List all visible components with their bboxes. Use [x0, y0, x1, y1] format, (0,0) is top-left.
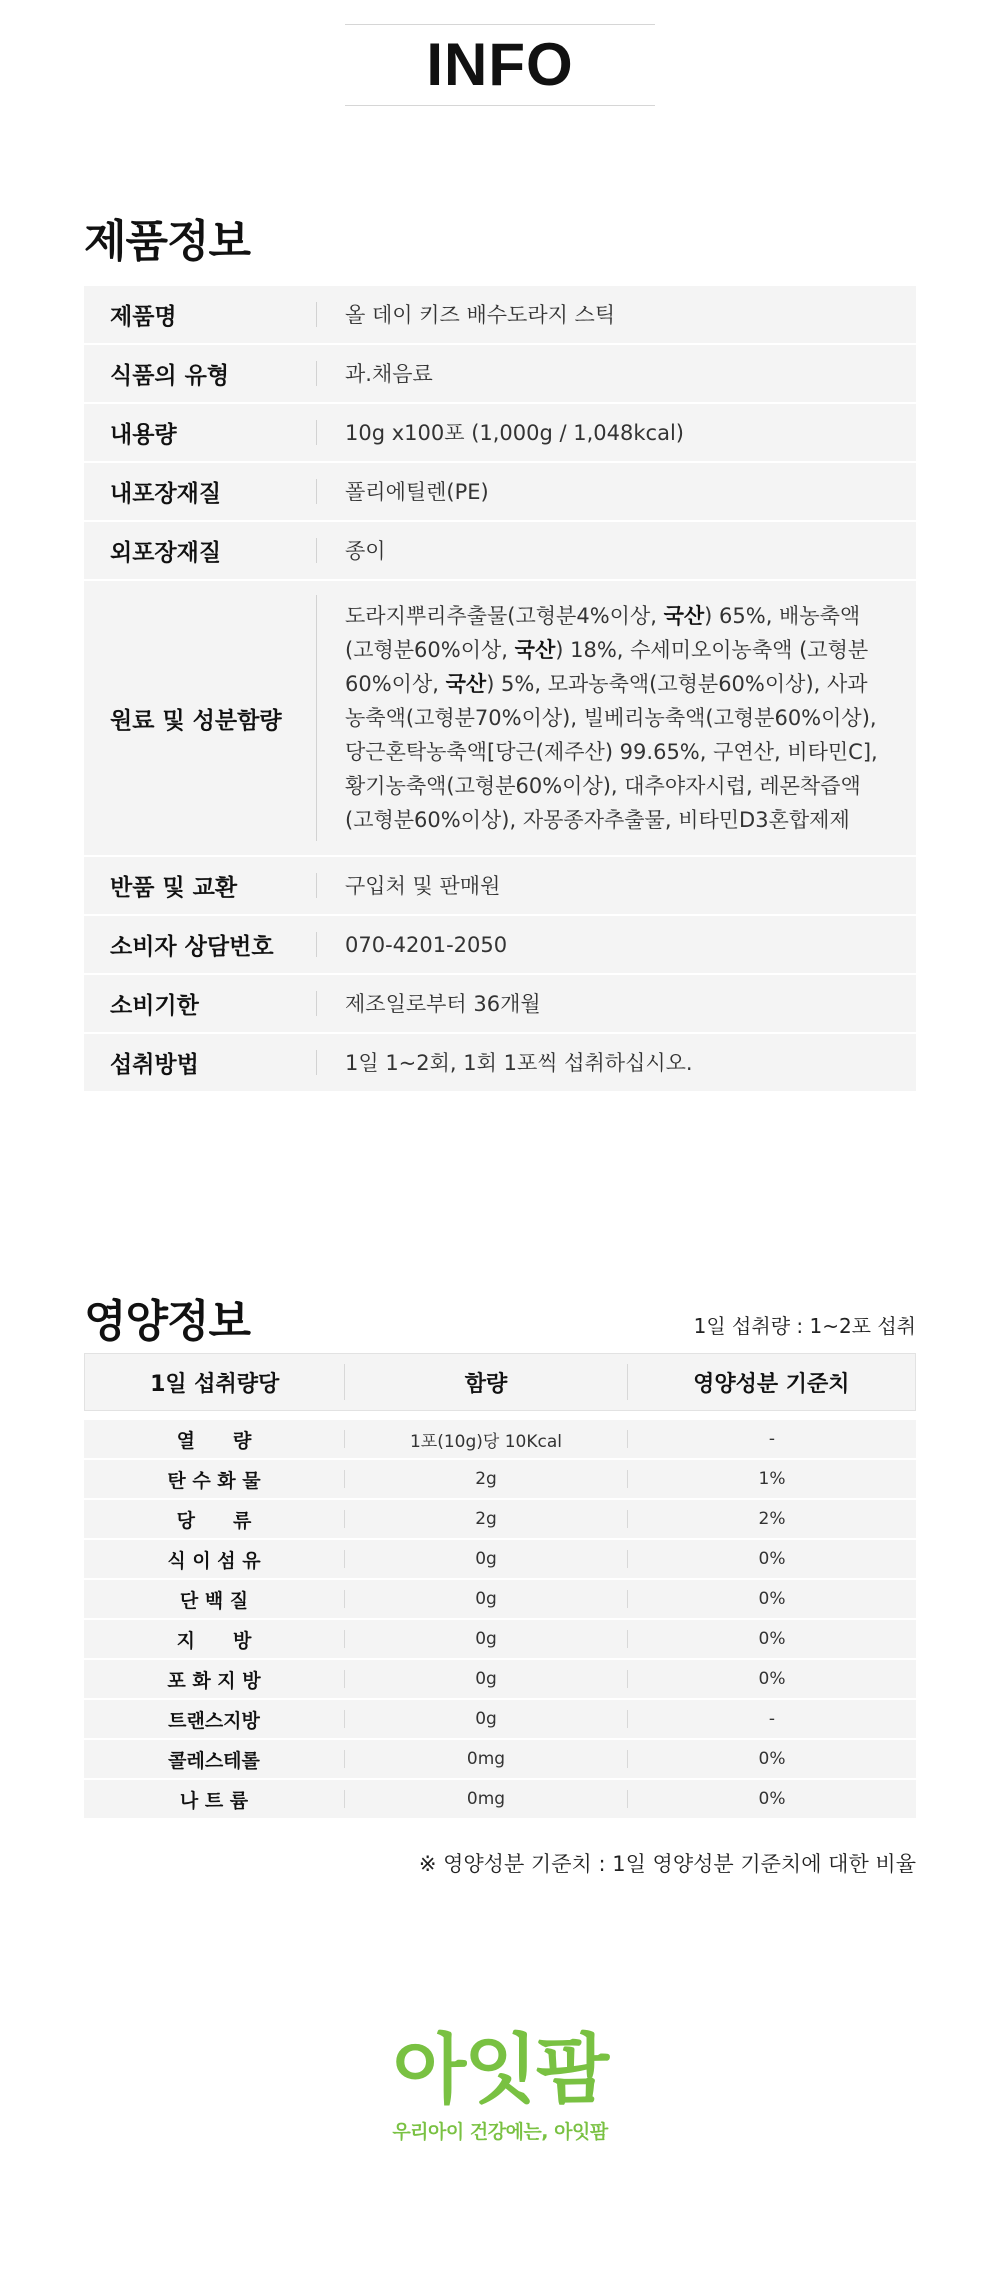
- nutrient-amount: 0g: [475, 1549, 497, 1569]
- brand-logo: [0, 2025, 1000, 2144]
- ingredients-text: [317, 581, 916, 855]
- nutrition-table-header: [84, 1353, 916, 1411]
- nutrient-daily-value: 0%: [758, 1629, 786, 1649]
- table-row: [84, 404, 916, 463]
- nutrient-amount: 1포(10g)당 10Kcal: [409, 1431, 563, 1452]
- row-label: 외포장재질: [110, 540, 222, 566]
- table-row: [84, 975, 916, 1034]
- info-title: INFO: [426, 31, 574, 98]
- nutrient-label: 포 화 지 방: [167, 1669, 261, 1692]
- product-info-title: 제품정보: [84, 216, 251, 267]
- row-label: 내용량: [110, 422, 177, 448]
- table-row: [84, 1540, 916, 1580]
- row-label: 식품의 유형: [110, 363, 230, 389]
- table-row: [84, 463, 916, 522]
- nutrition-info-title: 영양정보: [84, 1296, 251, 1347]
- nutrient-label: 나 트 륨: [179, 1789, 249, 1812]
- divider: [345, 24, 655, 25]
- row-label: 소비기한: [110, 993, 199, 1019]
- table-row: [84, 1660, 916, 1700]
- nutrient-label: 트랜스지방: [168, 1709, 260, 1732]
- column-header: 1일 섭취량당: [150, 1371, 280, 1397]
- ingredients-row: [84, 581, 916, 857]
- nutrient-daily-value: 0%: [758, 1589, 786, 1609]
- ingredients-line: 60%이상, 국산) 5%, 모과농축액(고형분60%이상), 사과: [345, 672, 868, 696]
- table-row: [84, 1460, 916, 1500]
- table-row: [84, 1034, 916, 1093]
- divider: [345, 105, 655, 106]
- table-row: [84, 1500, 916, 1540]
- product-info-table: [84, 286, 916, 1093]
- table-row: [84, 1420, 916, 1460]
- nutrient-amount: 0g: [475, 1669, 497, 1689]
- nutrient-daily-value: -: [768, 1429, 776, 1449]
- row-value: 1일 1~2회, 1회 1포씩 섭취하십시오.: [345, 1050, 693, 1075]
- ingredients-line: 당근혼탁농축액[당근(제주산) 99.65%, 구연산, 비타민C],: [345, 740, 878, 764]
- nutrient-label: 지 방: [176, 1629, 252, 1652]
- table-row: [84, 345, 916, 404]
- nutrient-amount: 0g: [475, 1589, 497, 1609]
- column-header: 영양성분 기준치: [693, 1371, 850, 1397]
- row-value: 폴리에틸렌(PE): [345, 479, 489, 504]
- nutrient-label: 콜레스테롤: [168, 1749, 260, 1772]
- row-value: 070-4201-2050: [345, 932, 508, 957]
- nutrient-amount: 2g: [475, 1509, 497, 1529]
- row-label: 반품 및 교환: [110, 875, 238, 901]
- ingredients-line: (고형분60%이상, 국산) 18%, 수세미오이농축액 (고형분: [345, 638, 869, 662]
- table-row: [84, 1700, 916, 1740]
- logo-wordmark: 아잇팜: [392, 2025, 608, 2114]
- nutrient-label: 식 이 섬 유: [167, 1549, 261, 1572]
- nutrient-daily-value: 0%: [758, 1669, 786, 1689]
- ingredients-line: 농축액(고형분70%이상), 빌베리농축액(고형분60%이상),: [345, 706, 877, 730]
- nutrient-amount: 0mg: [466, 1749, 506, 1769]
- nutrient-amount: 0mg: [466, 1789, 506, 1809]
- logo-tagline: 우리아이 건강에는, 아잇팜: [392, 2121, 608, 2143]
- table-row: [84, 1620, 916, 1660]
- nutrient-label: 당 류: [176, 1509, 252, 1532]
- row-label: 섭취방법: [110, 1052, 199, 1078]
- nutrition-table: [84, 1420, 916, 1820]
- nutrient-amount: 0g: [475, 1709, 497, 1729]
- nutrient-label: 단 백 질: [179, 1589, 249, 1612]
- nutrient-daily-value: 1%: [758, 1469, 786, 1489]
- nutrient-daily-value: 0%: [758, 1749, 786, 1769]
- nutrient-amount: 2g: [475, 1469, 497, 1489]
- row-value: 올 데이 키즈 배수도라지 스틱: [345, 302, 616, 327]
- nutrient-daily-value: -: [768, 1709, 776, 1729]
- row-value: 종이: [345, 538, 386, 563]
- row-value: 구입처 및 판매원: [345, 873, 501, 898]
- row-value: 과.채음료: [345, 361, 433, 386]
- table-row: [84, 522, 916, 581]
- row-label: 소비자 상담번호: [110, 934, 274, 960]
- info-header: [0, 0, 1000, 200]
- column-header: 함량: [464, 1371, 508, 1397]
- nutrient-label: 탄 수 화 물: [167, 1469, 261, 1492]
- row-value: 10g x100포 (1,000g / 1,048kcal): [345, 420, 684, 445]
- ingredients-line: 도라지뿌리추출물(고형분4%이상, 국산) 65%, 배농축액: [345, 604, 861, 628]
- table-row: [84, 1740, 916, 1780]
- row-label: 제품명: [110, 304, 177, 330]
- daily-value-footnote: ※ 영양성분 기준치 : 1일 영양성분 기준치에 대한 비율: [418, 1852, 916, 1876]
- nutrient-daily-value: 2%: [758, 1509, 786, 1529]
- row-label: 원료 및 성분함량: [110, 707, 282, 734]
- table-row: [84, 1780, 916, 1820]
- daily-intake-note: 1일 섭취량 : 1~2포 섭취: [693, 1314, 916, 1338]
- row-label: 내포장재질: [110, 481, 222, 507]
- nutrient-amount: 0g: [475, 1629, 497, 1649]
- table-row: [84, 857, 916, 916]
- table-row: [84, 1580, 916, 1620]
- row-value: 제조일로부터 36개월: [345, 991, 541, 1016]
- nutrient-daily-value: 0%: [758, 1789, 786, 1809]
- nutrient-label: 열 량: [176, 1429, 252, 1452]
- ingredients-line: (고형분60%이상), 자몽종자추출물, 비타민D3혼합제제: [345, 808, 850, 832]
- ingredients-line: 황기농축액(고형분60%이상), 대추야자시럽, 레몬착즙액: [345, 774, 861, 798]
- table-row: [84, 286, 916, 345]
- table-row: [84, 916, 916, 975]
- nutrient-daily-value: 0%: [758, 1549, 786, 1569]
